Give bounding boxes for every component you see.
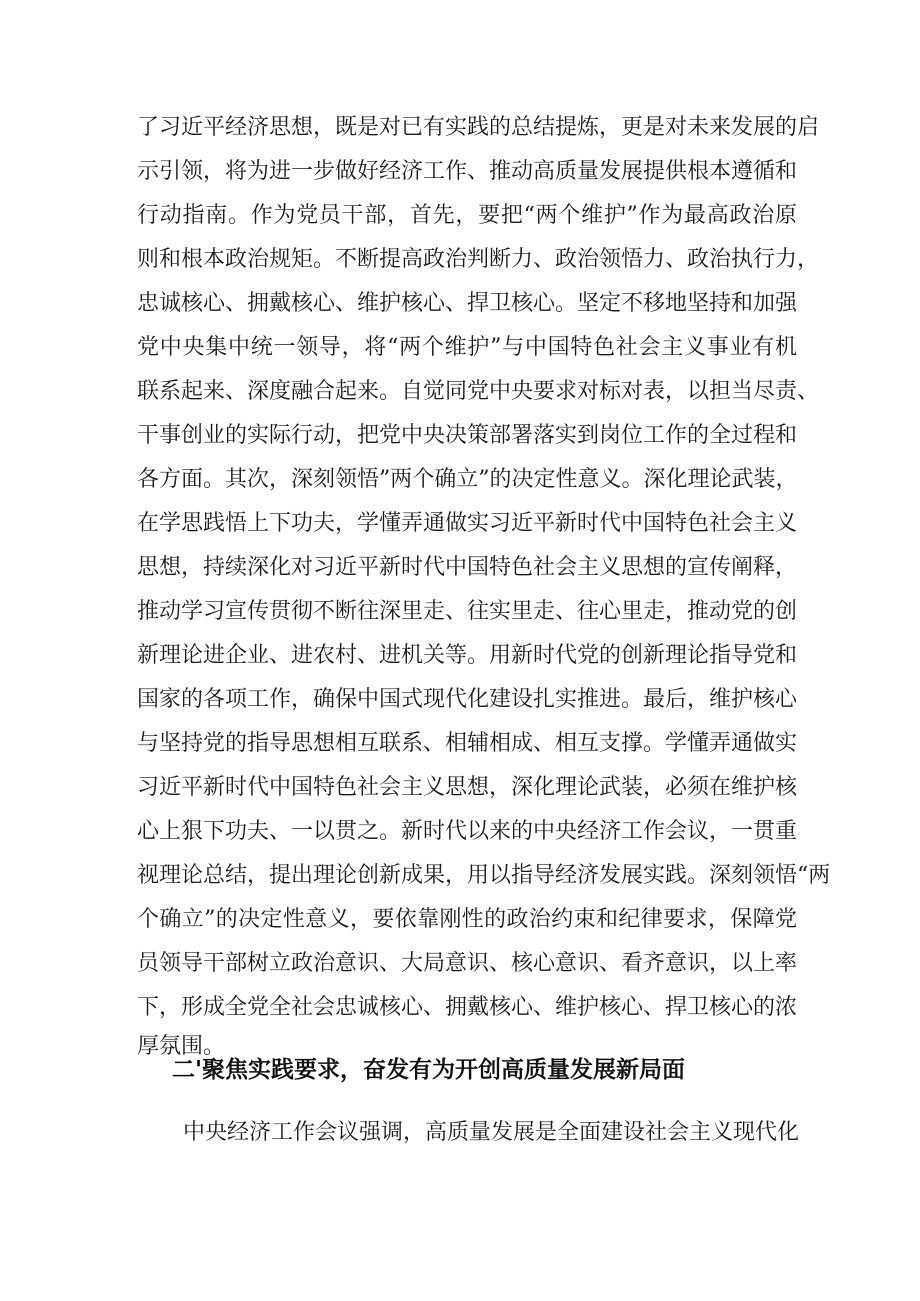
paragraph-line: 党中央集中统一领导，将“两个维护”与中国特色社会主义事业有机 — [137, 335, 797, 360]
paragraph-line: 行动指南。作为党员干部，首先，要把“两个维护”作为最高政治原 — [137, 203, 797, 228]
paragraph-line: 习近平新时代中国特色社会主义思想，深化理论武装，必须在维护核 — [137, 775, 798, 800]
paragraph-line: 干事创业的实际行动，把党中央决策部署落实到岗位工作的全过程和 — [137, 423, 798, 448]
paragraph-line: 则和根本政治规矩。不断提高政治判断力、政治领悟力、政治执行力， — [137, 247, 820, 272]
paragraph-line: 忠诚核心、拥戴核心、维护核心、捍卫核心。坚定不移地坚持和加强 — [137, 291, 798, 316]
paragraph-line: 中央经济工作会议强调，高质量发展是全面建设社会主义现代化 — [183, 1120, 800, 1145]
section-heading: 二'聚焦实践要求，奋发有为开创高质量发展新局面 — [172, 1057, 686, 1083]
paragraph-line: 思想，持续深化对习近平新时代中国特色社会主义思想的宣传阐释， — [137, 555, 798, 580]
paragraph-line: 厚氛围。 — [137, 1034, 226, 1059]
paragraph-line: 示引领，将为进一步做好经济工作、推动高质量发展提供根本遵循和 — [137, 159, 798, 184]
paragraph-line: 在学思践悟上下功夫，学懂弄通做实习近平新时代中国特色社会主义 — [137, 511, 798, 536]
paragraph-line: 个确立”的决定性意义，要依靠刚性的政治约束和纪律要求，保障党 — [137, 907, 797, 932]
paragraph-line: 员领导干部树立政治意识、大局意识、核心意识、看齐意识，以上率 — [137, 951, 798, 976]
paragraph-line: 国家的各项工作，确保中国式现代化建设扎实推进。最后，维护核心 — [137, 687, 798, 712]
paragraph-line: 各方面。其次，深刻领悟”两个确立”的决定性意义。深化理论武装， — [137, 467, 798, 492]
paragraph-line: 心上狠下功夫、一以贯之。新时代以来的中央经济工作会议，一贯重 — [137, 819, 798, 844]
paragraph-line: 与坚持党的指导思想相互联系、相辅相成、相互支撑。学懂弄通做实 — [137, 731, 798, 756]
paragraph-line: 新理论进企业、进农村、进机关等。用新时代党的创新理论指导党和 — [137, 643, 798, 668]
paragraph-line: 视理论总结，提出理论创新成果，用以指导经济发展实践。深刻领悟“两 — [137, 863, 831, 888]
paragraph-line: 下，形成全党全社会忠诚核心、拥戴核心、维护核心、捍卫核心的浓 — [137, 995, 798, 1020]
paragraph-line: 联系起来、深度融合起来。自觉同党中央要求对标对表，以担当尽责、 — [137, 379, 820, 404]
paragraph-line: 了习近平经济思想，既是对已有实践的总结提炼，更是对未来发展的启 — [137, 115, 820, 140]
paragraph-line: 推动学习宣传贯彻不断往深里走、往实里走、往心里走，推动党的创 — [137, 599, 798, 624]
